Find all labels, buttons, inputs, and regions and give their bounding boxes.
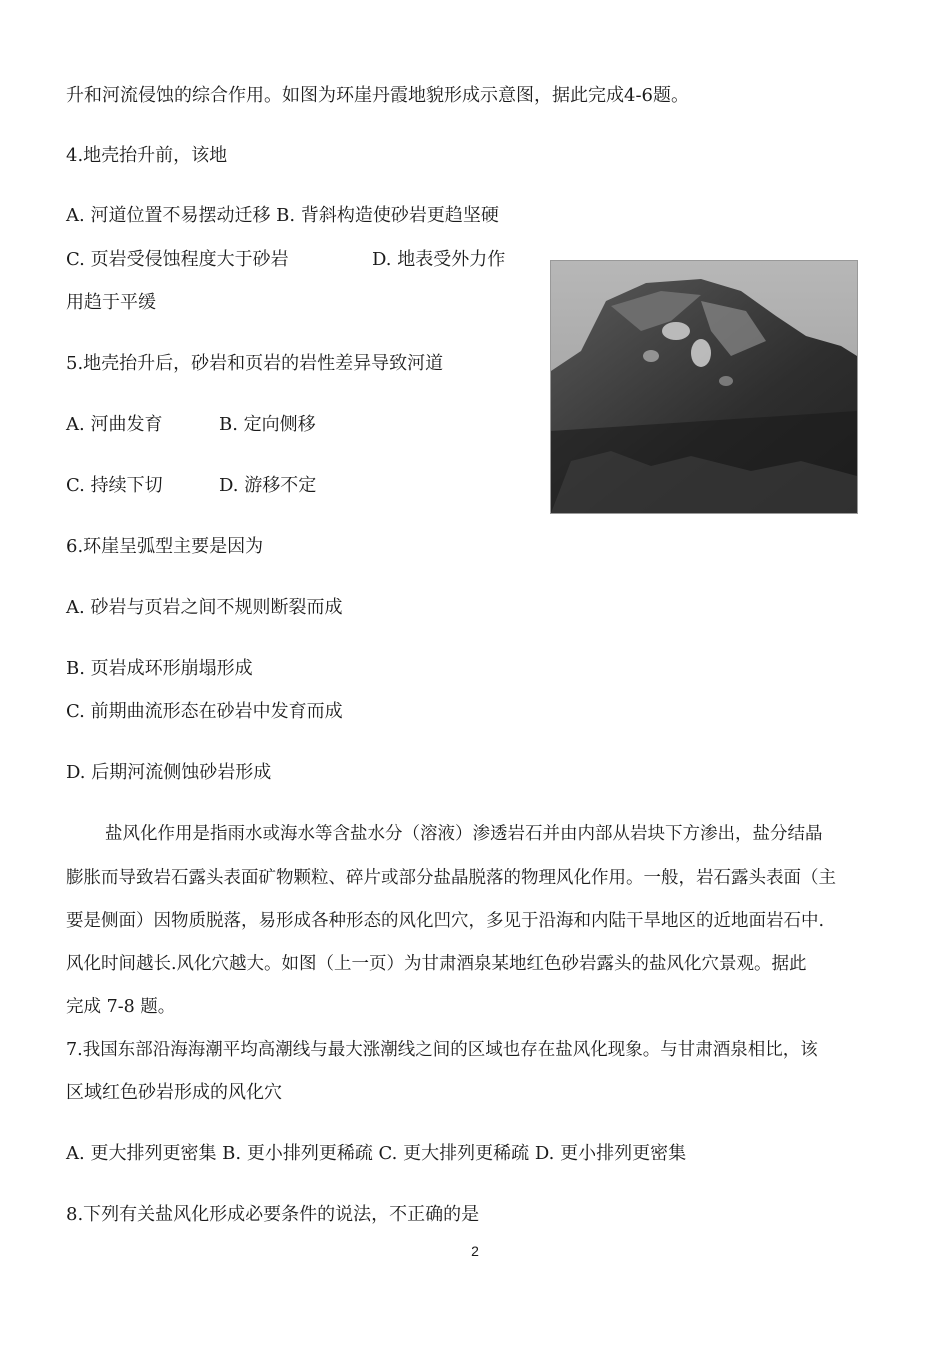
rock-cliff-photo <box>550 260 858 514</box>
q4-options-ab: A. 河道位置不易摆动迁移 B. 背斜构造使砂岩更趋坚硬 <box>66 205 499 226</box>
q5-option-c: C. 持续下切 <box>66 475 163 496</box>
q6-option-b: B. 页岩成环形崩塌形成 <box>66 658 253 679</box>
q5-option-b: B. 定向侧移 <box>219 414 316 435</box>
q4-option-d-cont: 用趋于平缓 <box>66 292 156 313</box>
q4-option-d: D. 地表受外力作 <box>372 249 506 270</box>
page-number: 2 <box>471 1243 479 1259</box>
q8-stem: 8.下列有关盐风化形成必要条件的说法，不正确的是 <box>66 1204 480 1225</box>
q6-option-c: C. 前期曲流形态在砂岩中发育而成 <box>66 701 343 722</box>
passage-line: 盐风化作用是指雨水或海水等含盐水分（溶液）渗透岩石并由内部从岩块下方渗出，盐分结晶 <box>105 824 823 844</box>
q5-option-d: D. 游移不定 <box>219 475 317 496</box>
passage-line: 风化时间越长.风化穴越大。如图（上一页）为甘肃酒泉某地红色砂岩露头的盐风化穴景观。据此 <box>66 954 807 974</box>
q5-option-a: A. 河曲发育 <box>66 414 163 435</box>
q7-stem-cont: 区域红色砂岩形成的风化穴 <box>66 1082 282 1103</box>
q4-stem: 4.地壳抬升前，该地 <box>66 145 228 166</box>
passage-line: 膨胀而导致岩石露头表面矿物颗粒、碎片或部分盐晶脱落的物理风化作用。一般，岩石露头表面（主 <box>66 868 836 888</box>
q6-option-d: D. 后期河流侧蚀砂岩形成 <box>66 762 272 783</box>
q4-option-c: C. 页岩受侵蚀程度大于砂岩 <box>66 249 289 270</box>
q7-stem: 7.我国东部沿海海潮平均高潮线与最大涨潮线之间的区域也存在盐风化现象。与甘肃酒泉相比，该 <box>66 1040 818 1060</box>
passage-line: 要是侧面）因物质脱落，易形成各种形态的风化凹穴，多见于沿海和内陆干旱地区的近地面岩石中. <box>66 911 825 931</box>
q6-stem: 6.环崖呈弧型主要是因为 <box>66 536 264 557</box>
intro-tail: 升和河流侵蚀的综合作用。如图为环崖丹霞地貌形成示意图，据此完成4-6题。 <box>66 85 689 106</box>
q6-option-a: A. 砂岩与页岩之间不规则断裂而成 <box>66 597 343 618</box>
passage-line: 完成 7-8 题。 <box>66 997 176 1017</box>
q7-options: A. 更大排列更密集 B. 更小排列更稀疏 C. 更大排列更稀疏 D. 更小排列更密集 <box>66 1143 687 1164</box>
q5-stem: 5.地壳抬升后，砂岩和页岩的岩性差异导致河道 <box>66 353 444 374</box>
